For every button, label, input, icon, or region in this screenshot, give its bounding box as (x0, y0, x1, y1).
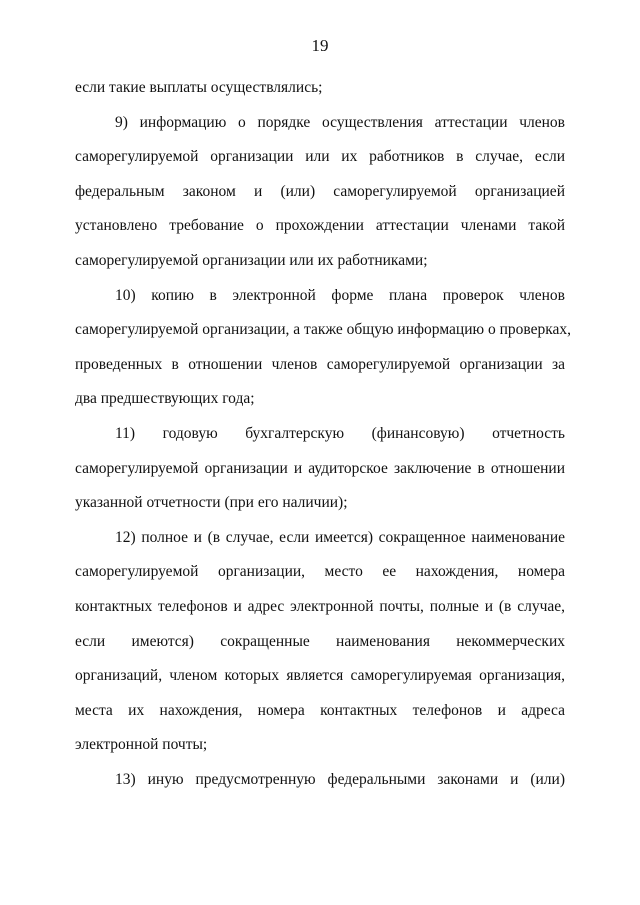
text-line: 11) годовую бухгалтерскую (финансовую) отчетность (115, 424, 565, 442)
text-line: указанной отчетности (при его наличии); (75, 494, 348, 512)
text-line: места их нахождения, номера контактных телефонов и адреса (75, 701, 565, 719)
text-line: саморегулируемой организации или их работников в случае, если (75, 148, 565, 166)
text-line: организаций, членом которых является саморегулируемая организация, (75, 667, 565, 685)
text-line: саморегулируемой организации, место ее нахождения, номера (75, 563, 565, 581)
text-line: если такие выплаты осуществлялись; (75, 79, 323, 96)
text-line: саморегулируемой организации или их работниками; (75, 251, 428, 269)
text-line: установлено требование о прохождении аттестации членами такой (75, 217, 565, 235)
text-line: проведенных в отношении членов саморегулируемой организации за (75, 355, 565, 373)
text-line: 9) информацию о порядке осуществления аттестации членов (115, 113, 565, 131)
text-line: если имеются) сокращенные наименования некоммерческих (75, 632, 565, 650)
text-line: два предшествующих года; (75, 390, 255, 408)
text-line: электронной почты; (75, 736, 208, 754)
text-line: 13) иную предусмотренную федеральными законами и (или) (115, 770, 565, 788)
page-number: 19 (311, 36, 329, 55)
text-line: саморегулируемой организации и аудиторское заключение в отношении (75, 459, 565, 477)
document-body (75, 71, 572, 797)
text-line: 10) копию в электронной форме плана проверок членов (115, 286, 565, 304)
text-line: контактных телефонов и адрес электронной почты, полные и (в случае, (75, 597, 565, 615)
text-line: федеральным законом и (или) саморегулируемой организацией (75, 182, 565, 200)
text-line: саморегулируемой организации, а также общую информацию о проверках, (75, 321, 572, 339)
text-line: 12) полное и (в случае, если имеется) сокращенное наименование (115, 528, 565, 546)
